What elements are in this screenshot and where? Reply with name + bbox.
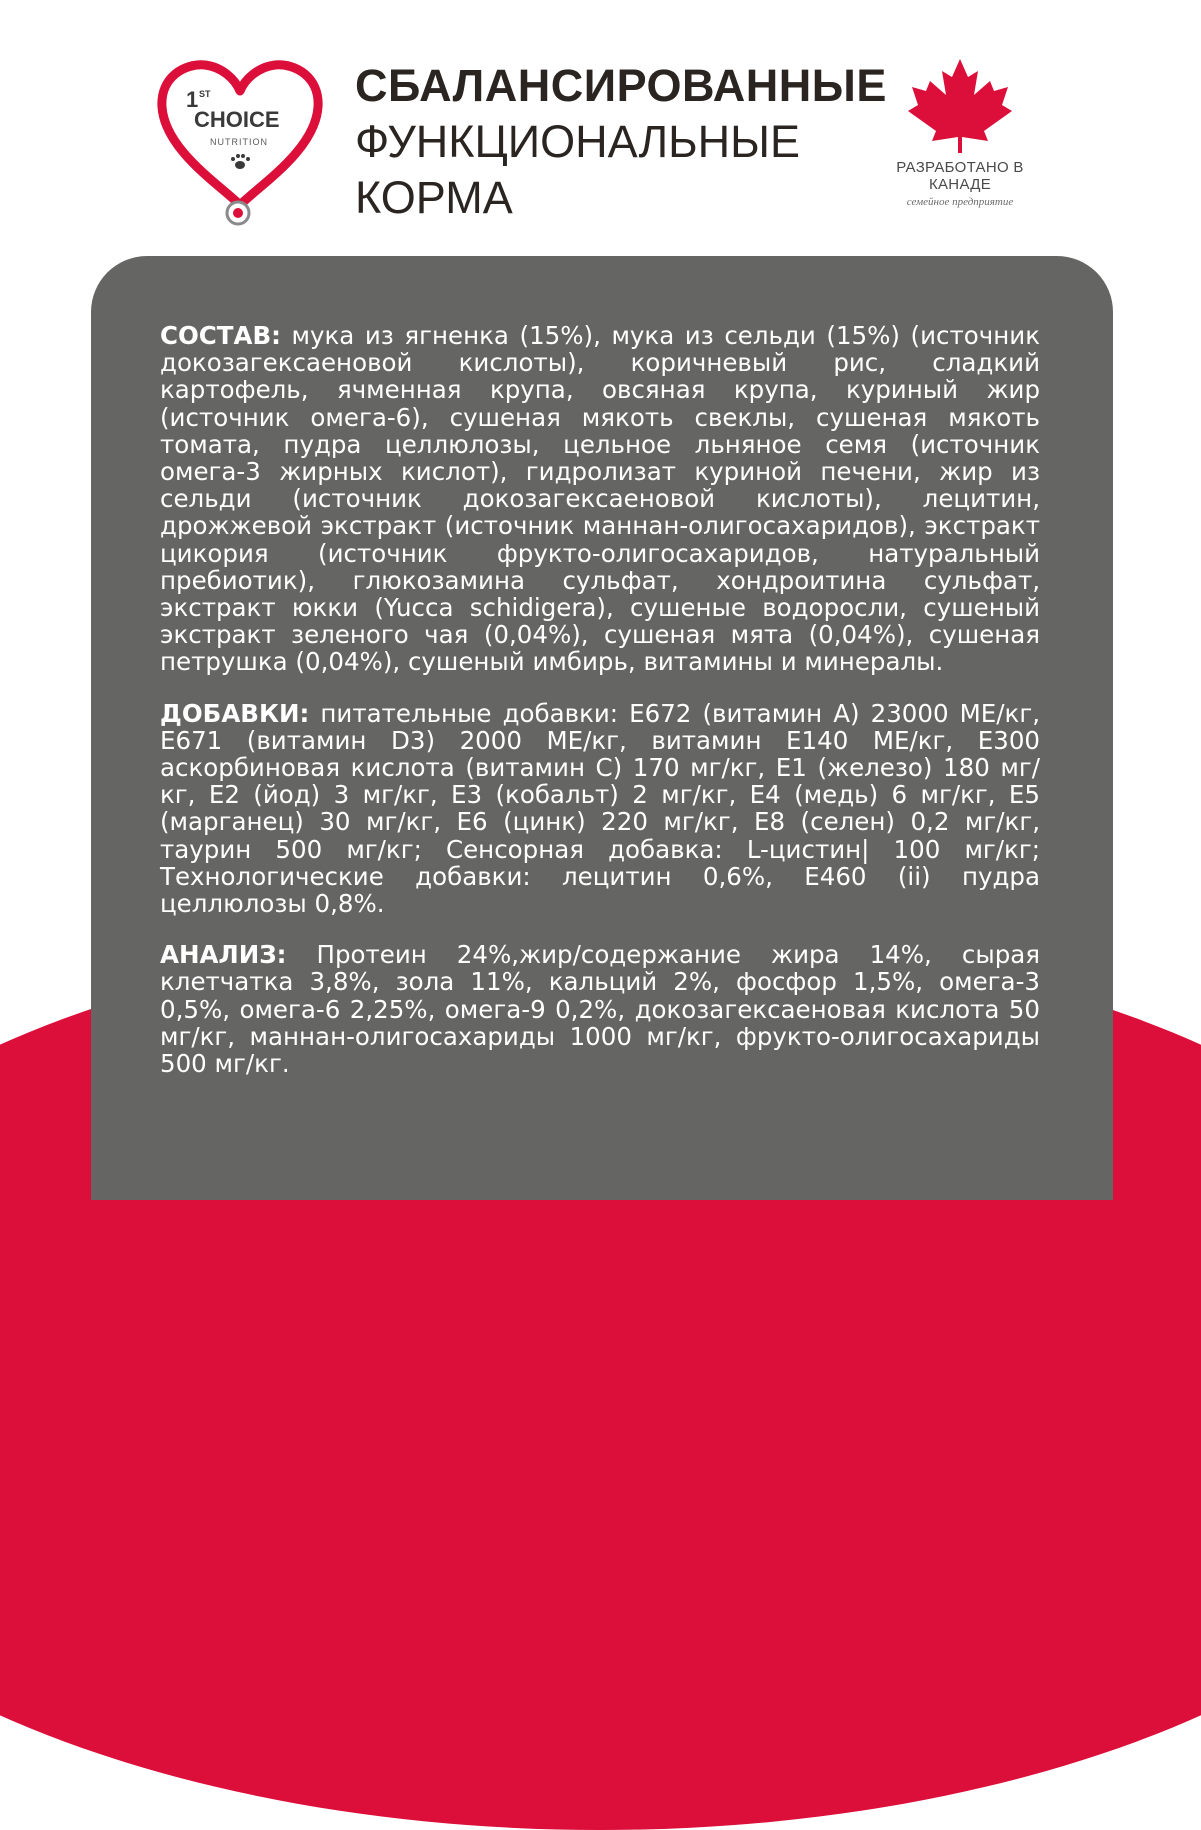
origin-badge: [870, 55, 1050, 208]
header: [0, 0, 1201, 250]
origin-subtext: семейное предприятие: [906, 196, 1014, 208]
info-content: [160, 322, 1040, 1101]
headline-line-3: КОРМА: [355, 172, 513, 223]
logo-nutrition: NUTRITION: [210, 137, 268, 147]
additives-label: ДОБАВКИ:: [160, 698, 310, 728]
logo-superscript: ST: [199, 89, 211, 99]
headline: [355, 58, 887, 226]
origin-text: РАЗРАБОТАНО В КАНАДЕ: [896, 159, 1024, 193]
heart-outline-icon: [162, 65, 318, 205]
composition-text: мука из ягненка (15%), мука из сельди (15%) (источник докозагексаеновой кислоты), коричневый рис, сладкий картофель, ячменная крупа, овсяная крупа, куриный жир (источник омега-6), сушеная мякоть свеклы, сушеная мякоть томата, пудра целлюлозы, цельное льняное семя (источник омега-3 жирных кислот), гидролизат куриной печени, жир из сельди (источник докозагексаеновой кислоты), лецитин, дрожжевой экстракт (источник маннан-олигосахаридов), экстракт цикория (источник фрукто-олигосахаридов, натуральный пребиотик), глюкозамина сульфат, хондроитина сульфат, экстракт юкки (Yucca schidigera), сушеные водоросли, сушеный экстракт зеленого чая (0,04%), сушеная мята (0,04%), сушеная петрушка (0,04%), сушеный имбирь, витамины и минералы.: [160, 321, 1040, 677]
headline-line-2: ФУНКЦИОНАЛЬНЫЕ: [355, 116, 801, 167]
stethoscope-center-icon: [233, 208, 243, 218]
analysis-section: [160, 941, 1040, 1077]
headline-line-1: СБАЛАНСИРОВАННЫЕ: [355, 60, 887, 111]
composition-section: [160, 322, 1040, 676]
additives-section: [160, 700, 1040, 918]
additives-text: питательные добавки: Е672 (витамин А) 23000 МЕ/кг, Е671 (витамин D3) 2000 МЕ/кг, витамин Е140 МЕ/кг, Е300 аскорбиновая кислота (витамин С) 170 мг/кг, Е1 (железо) 180 мг/кг, Е2 (йод) 3 мг/кг, Е3 (кобальт) 2 мг/кг, Е4 (медь) 6 мг/кг, Е5 (марганец) 30 мг/кг, Е6 (цинк) 220 мг/кг, Е8 (селен) 0,2 мг/кг, таурин 500 мг/кг; Сенсорная добавка: L-цистин| 100 мг/кг; Технологические добавки: лецитин 0,6%, Е460 (ii) пудра целлюлозы 0,8%.: [160, 698, 1040, 919]
composition-label: СОСТАВ:: [160, 321, 281, 350]
analysis-text: Протеин 24%,жир/содержание жира 14%, сырая клетчатка 3,8%, зола 11%, кальций 2%, фосфор 1,5%, омега-3 0,5%, омега-6 2,25%, омега-9 0,2%, докозагексаеновая кислота 50 мг/кг, маннан-олигосахариды 1000 мг/кг, фрукто-олигосахариды 500 мг/кг.: [160, 940, 1040, 1079]
logo-choice: CHOICE: [194, 107, 280, 132]
brand-logo: [150, 55, 330, 235]
logo-number: 1: [186, 87, 199, 112]
paw-icon: [231, 154, 250, 169]
maple-leaf-icon: [900, 55, 1020, 155]
analysis-label: АНАЛИЗ:: [160, 940, 287, 970]
